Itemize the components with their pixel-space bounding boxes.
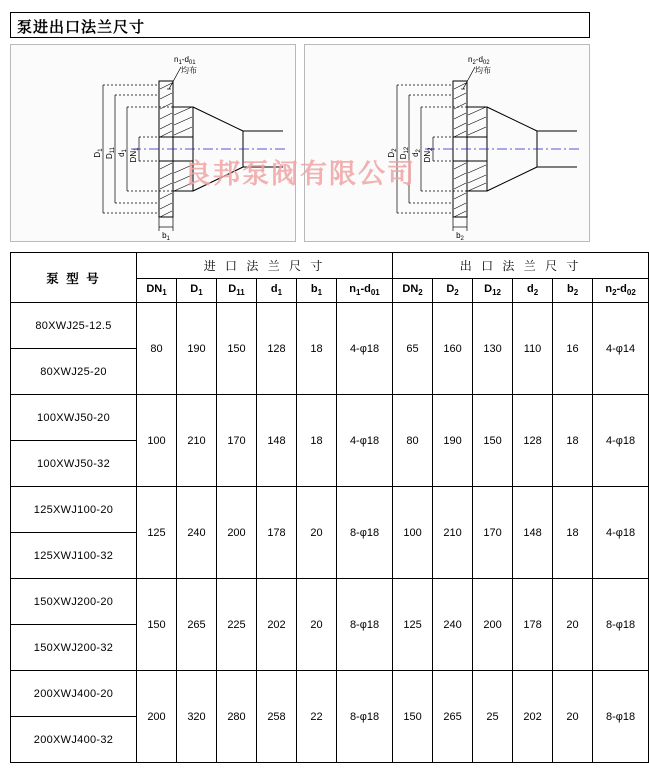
value-cell: 25 [473, 671, 513, 763]
value-cell: 20 [297, 487, 337, 579]
model-cell: 80XWJ25-20 [11, 349, 137, 395]
value-cell: 18 [553, 395, 593, 487]
value-cell: 150 [137, 579, 177, 671]
value-cell: 178 [513, 579, 553, 671]
col-header-d1: $d_1$ [257, 279, 297, 303]
col-header-d2: $d_2$ [513, 279, 553, 303]
value-cell: 258 [257, 671, 297, 763]
value-cell: 280 [217, 671, 257, 763]
label-DN2: $DN_2$ [423, 147, 434, 163]
model-cell: 200XWJ400-20 [11, 671, 137, 717]
col-header-b2: $b_2$ [553, 279, 593, 303]
value-cell: 210 [177, 395, 217, 487]
label-b1: $b_1$ [162, 231, 170, 242]
label-D11: $D_{11}$ [105, 146, 116, 160]
label-DN1: $DN_1$ [129, 147, 140, 163]
model-cell: 100XWJ50-20 [11, 395, 137, 441]
value-cell: 18 [553, 487, 593, 579]
value-cell: 190 [433, 395, 473, 487]
label-d1: $d_1$ [117, 149, 128, 157]
value-cell: 110 [513, 303, 553, 395]
label-junbu-right: 均布 [475, 66, 491, 75]
value-cell: 200 [473, 579, 513, 671]
value-cell: 100 [393, 487, 433, 579]
model-cell: 100XWJ50-32 [11, 441, 137, 487]
value-cell: 200 [217, 487, 257, 579]
label-D2: $D_2$ [387, 148, 398, 158]
value-cell: 200 [137, 671, 177, 763]
title-bar [10, 12, 590, 38]
outlet-flange-drawing [305, 45, 589, 241]
value-cell: 4-φ18 [593, 487, 649, 579]
value-cell: 20 [553, 579, 593, 671]
outlet-group-header: 出 口 法 兰 尺 寸 [393, 253, 649, 279]
figure-area [10, 44, 590, 242]
label-n1-d01: $n_1-d_{01}$ [174, 55, 196, 66]
value-cell: 20 [297, 579, 337, 671]
value-cell: 265 [433, 671, 473, 763]
value-cell: 128 [513, 395, 553, 487]
col-header-D2: $D_2$ [433, 279, 473, 303]
value-cell: 4-φ14 [593, 303, 649, 395]
label-d2: $d_2$ [411, 149, 422, 157]
col-header-n1-d01: $n_1-d_{01}$ [337, 279, 393, 303]
value-cell: 265 [177, 579, 217, 671]
value-cell: 125 [137, 487, 177, 579]
label-n2-d02: $n_2-d_{02}$ [468, 55, 490, 66]
model-cell: 150XWJ200-32 [11, 625, 137, 671]
value-cell: 16 [553, 303, 593, 395]
table-row [11, 303, 649, 349]
value-cell: 20 [553, 671, 593, 763]
table-row [11, 579, 649, 625]
value-cell: 4-φ18 [593, 395, 649, 487]
label-junbu-left: 均布 [181, 66, 197, 75]
value-cell: 8-φ18 [337, 671, 393, 763]
value-cell: 8-φ18 [337, 579, 393, 671]
value-cell: 125 [393, 579, 433, 671]
col-header-n2-d02: $n_2-d_{02}$ [593, 279, 649, 303]
model-cell: 80XWJ25-12.5 [11, 303, 137, 349]
inlet-flange-drawing [11, 45, 295, 241]
col-header-DN1: $DN_1$ [137, 279, 177, 303]
inlet-group-header: 进 口 法 兰 尺 寸 [137, 253, 393, 279]
value-cell: 170 [473, 487, 513, 579]
model-column-header: 泵 型 号 [11, 253, 137, 303]
table-body [11, 303, 649, 763]
value-cell: 320 [177, 671, 217, 763]
value-cell: 150 [217, 303, 257, 395]
value-cell: 202 [257, 579, 297, 671]
value-cell: 202 [513, 671, 553, 763]
page-title: 泵进出口法兰尺寸 [17, 19, 146, 36]
value-cell: 128 [257, 303, 297, 395]
value-cell: 130 [473, 303, 513, 395]
table-row [11, 671, 649, 717]
value-cell: 150 [393, 671, 433, 763]
value-cell: 148 [513, 487, 553, 579]
model-cell: 200XWJ400-32 [11, 717, 137, 763]
value-cell: 8-φ18 [593, 671, 649, 763]
col-header-D11: $D_{11}$ [217, 279, 257, 303]
value-cell: 4-φ18 [337, 303, 393, 395]
value-cell: 22 [297, 671, 337, 763]
col-header-b1: $b_1$ [297, 279, 337, 303]
value-cell: 210 [433, 487, 473, 579]
col-header-D12: $D_{12}$ [473, 279, 513, 303]
value-cell: 8-φ18 [593, 579, 649, 671]
value-cell: 190 [177, 303, 217, 395]
value-cell: 8-φ18 [337, 487, 393, 579]
model-cell: 125XWJ100-20 [11, 487, 137, 533]
col-header-D1: $D_1$ [177, 279, 217, 303]
flange-dimension-table [10, 252, 636, 763]
value-cell: 240 [433, 579, 473, 671]
watermark: 良邦泵阀有限公司 [184, 159, 416, 189]
value-cell: 65 [393, 303, 433, 395]
col-header-DN2: $DN_2$ [393, 279, 433, 303]
value-cell: 80 [393, 395, 433, 487]
table-row [11, 487, 649, 533]
value-cell: 150 [473, 395, 513, 487]
inlet-flange-diagram [10, 44, 296, 242]
value-cell: 148 [257, 395, 297, 487]
value-cell: 170 [217, 395, 257, 487]
table-header-row-groups [11, 253, 649, 279]
value-cell: 80 [137, 303, 177, 395]
table-row [11, 395, 649, 441]
label-D12: $D_{12}$ [399, 146, 410, 160]
value-cell: 100 [137, 395, 177, 487]
value-cell: 240 [177, 487, 217, 579]
value-cell: 178 [257, 487, 297, 579]
value-cell: 160 [433, 303, 473, 395]
value-cell: 225 [217, 579, 257, 671]
value-cell: 18 [297, 395, 337, 487]
label-b2: $b_2$ [456, 231, 464, 242]
outlet-flange-diagram [304, 44, 590, 242]
value-cell: 4-φ18 [337, 395, 393, 487]
model-cell: 125XWJ100-32 [11, 533, 137, 579]
value-cell: 18 [297, 303, 337, 395]
model-cell: 150XWJ200-20 [11, 579, 137, 625]
label-D1: $D_1$ [93, 148, 104, 158]
